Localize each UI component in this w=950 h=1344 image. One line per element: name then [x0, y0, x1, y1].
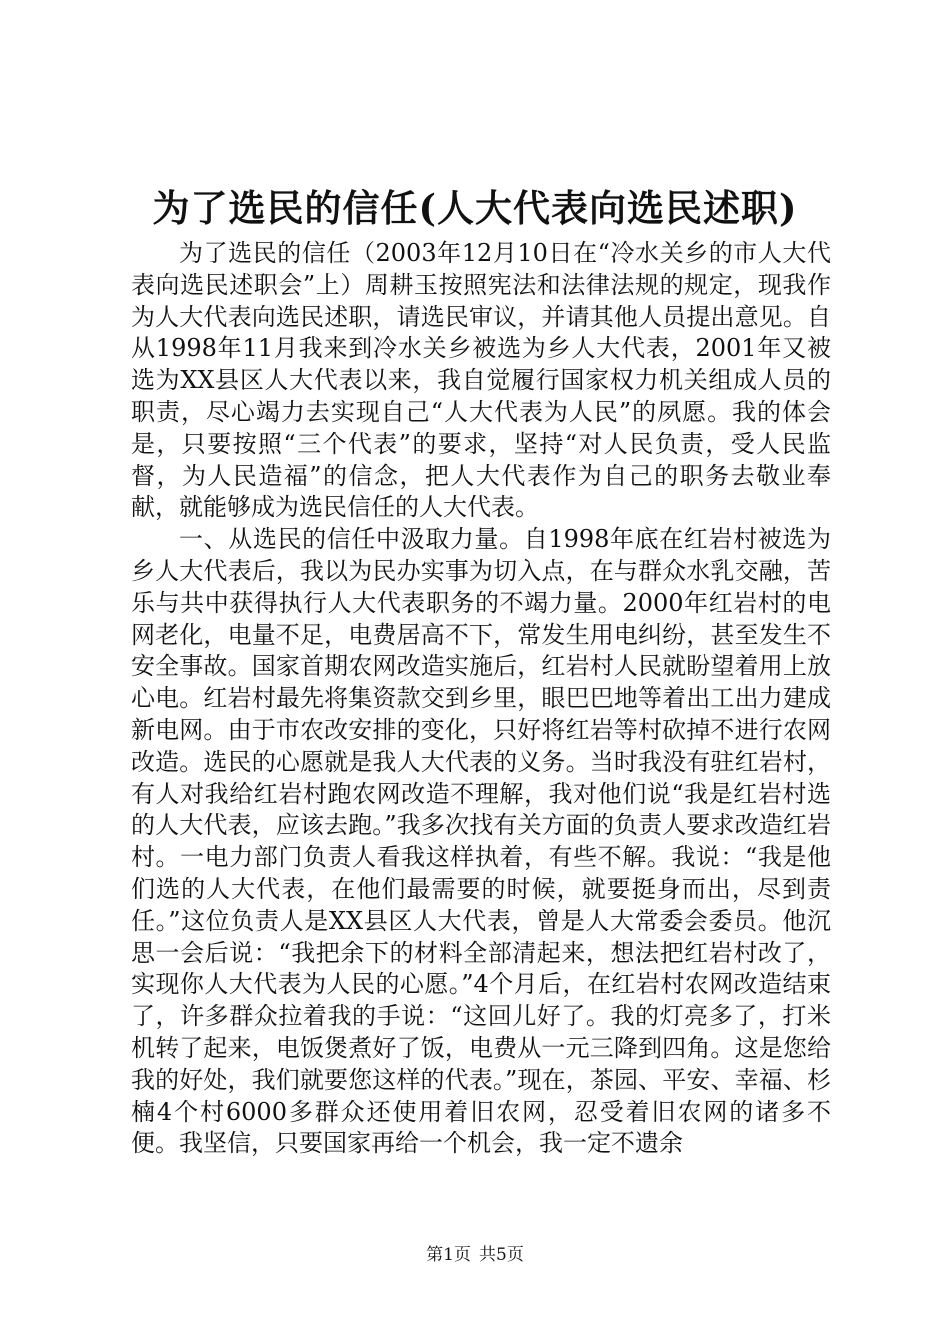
document-body: [131, 238, 831, 1160]
page-number: 第1页: [426, 1245, 471, 1265]
paragraph-intro: 为了选民的信任（2003年12月10日在“冷水关乡的市人大代表向选民述职会”上）周耕玉按照宪法和法律法规的规定，现我作为人大代表向选民述职，请选民审议，并请其他人员提出意见。自从1998年11月我来到冷水关乡被选为乡人大代表，2001年又被选为XX县区人大代表以来，我自觉履行国家权力机关组成人员的职责，尽心竭力去实现自己“人大代表为人民”的夙愿。我的体会是，只要按照“三个代表”的要求，坚持“对人民负责，受人民监督，为人民造福”的信念，把人大代表作为自己的职务去敬业奉献，就能够成为选民信任的人大代表。: [131, 239, 831, 522]
paragraph-section-one: 一、从选民的信任中汲取力量。自1998年底在红岩村被选为乡人大代表后，我以为民办实事为切入点，在与群众水乳交融，苦乐与共中获得执行人大代表职务的不竭力量。2000年红岩村的电网老化，电量不足，电费居高不下，常发生用电纠纷，甚至发生不安全事故。国家首期农网改造实施后，红岩村人民就盼望着用上放心电。红岩村最先将集资款交到乡里，眼巴巴地等着出工出力建成新电网。由于市农改安排的变化，只好将红岩等村砍掉不进行农网改造。选民的心愿就是我人大代表的义务。当时我没有驻红岩村，有人对我给红岩村跑农网改造不理解，我对他们说“我是红岩村选的人大代表，应该去跑。”我多次找有关方面的负责人要求改造红岩村。一电力部门负责人看我这样执着，有些不解。我说：“我是他们选的人大代表，在他们最需要的时候，就要挺身而出，尽到责任。”这位负责人是XX县区人大代表，曾是人大常委会委员。他沉思一会后说：“我把余下的材料全部清起来，想法把红岩村改了，实现你人大代表为人民的心愿。”4个月后，在红岩村农网改造结束了，许多群众拉着我的手说：“这回儿好了。我的灯亮多了，打米机转了起来，电饭煲煮好了饭，电费从一元三降到四角。这是您给我的好处，我们就要您这样的代表。”现在，茶园、平安、幸福、杉楠4个村6000多群众还使用着旧农网，忍受着旧农网的诸多不便。我坚信，只要国家再给一个机会，我一定不遗余: [131, 525, 831, 1158]
document-title: 为了选民的信任(人大代表向选民述职): [152, 186, 798, 230]
page-footer: [0, 1243, 950, 1267]
page-total: 共5页: [479, 1245, 524, 1265]
